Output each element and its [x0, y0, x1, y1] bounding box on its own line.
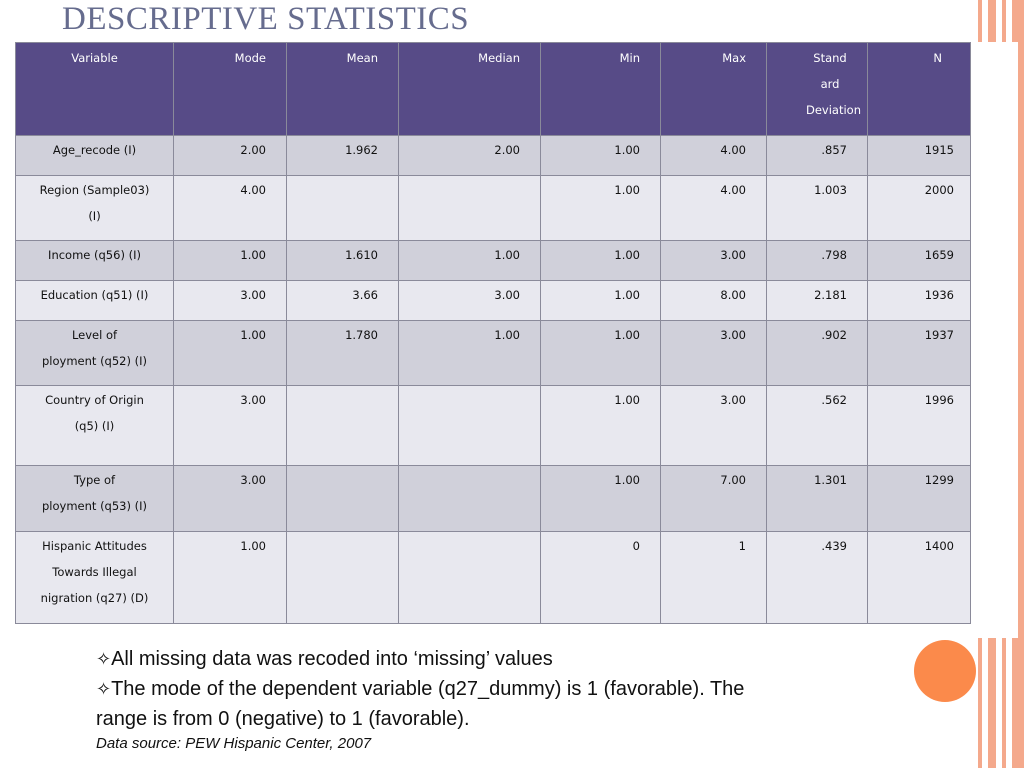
header-min: Min [541, 43, 661, 136]
header-std-deviation: Stand ard Deviation [767, 43, 868, 136]
table-row [16, 281, 971, 321]
statistics-table [15, 42, 971, 624]
table-side-panel [970, 42, 1018, 638]
cell-max: 4.00 [661, 176, 767, 241]
cell-std-deviation: .562 [767, 386, 868, 466]
four-pointed-star-icon: ✧ [96, 679, 112, 699]
cell-n: 1996 [868, 386, 971, 466]
cell-mode: 1.00 [174, 241, 287, 281]
note-dependent-variable: ✧The mode of the dependent variable (q27_dummy) is 1 (favorable). The range is from 0 (negative) to 1 (favorable). [96, 678, 745, 730]
cell-median: 1.00 [399, 241, 541, 281]
four-pointed-star-icon: ✧ [96, 649, 112, 669]
cell-variable: Type of ployment (q53) (I) [16, 466, 174, 532]
data-source: Data source: PEW Hispanic Center, 2007 [96, 735, 372, 752]
table-row [16, 136, 971, 176]
cell-mean [287, 386, 399, 466]
cell-variable: Region (Sample03) (I) [16, 176, 174, 241]
cell-median: 3.00 [399, 281, 541, 321]
cell-n: 1937 [868, 321, 971, 386]
cell-median [399, 386, 541, 466]
cell-mode: 3.00 [174, 386, 287, 466]
cell-min: 1.00 [541, 386, 661, 466]
cell-n: 2000 [868, 176, 971, 241]
table-row [16, 466, 971, 532]
cell-mean: 1.962 [287, 136, 399, 176]
cell-min: 1.00 [541, 466, 661, 532]
table-row [16, 321, 971, 386]
cell-min: 1.00 [541, 241, 661, 281]
note-missing-data: ✧All missing data was recoded into ‘missing’ values [96, 648, 553, 670]
table-row [16, 241, 971, 281]
cell-min: 1.00 [541, 321, 661, 386]
decor-circle [914, 640, 976, 702]
cell-std-deviation: .857 [767, 136, 868, 176]
notes-block [96, 644, 796, 754]
cell-variable: Education (q51) (I) [16, 281, 174, 321]
cell-max: 3.00 [661, 386, 767, 466]
cell-mean [287, 532, 399, 624]
cell-mode: 3.00 [174, 466, 287, 532]
cell-median: 1.00 [399, 321, 541, 386]
header-n: N [868, 43, 971, 136]
cell-mode: 2.00 [174, 136, 287, 176]
cell-mean: 1.610 [287, 241, 399, 281]
table-header-row [16, 43, 971, 136]
cell-variable: Income (q56) (I) [16, 241, 174, 281]
cell-min: 0 [541, 532, 661, 624]
cell-std-deviation: .439 [767, 532, 868, 624]
cell-max: 1 [661, 532, 767, 624]
cell-n: 1659 [868, 241, 971, 281]
cell-max: 3.00 [661, 321, 767, 386]
cell-n: 1915 [868, 136, 971, 176]
cell-mean [287, 466, 399, 532]
cell-mean: 1.780 [287, 321, 399, 386]
cell-median [399, 466, 541, 532]
cell-max: 7.00 [661, 466, 767, 532]
cell-std-deviation: 1.301 [767, 466, 868, 532]
cell-median: 2.00 [399, 136, 541, 176]
cell-mode: 1.00 [174, 532, 287, 624]
slide-title: DESCRIPTIVE STATISTICS [62, 1, 470, 37]
cell-max: 8.00 [661, 281, 767, 321]
cell-min: 1.00 [541, 281, 661, 321]
table-row [16, 176, 971, 241]
header-variable: Variable [16, 43, 174, 136]
cell-variable: Country of Origin (q5) (I) [16, 386, 174, 466]
cell-mode: 4.00 [174, 176, 287, 241]
cell-std-deviation: 1.003 [767, 176, 868, 241]
header-mode: Mode [174, 43, 287, 136]
cell-mode: 3.00 [174, 281, 287, 321]
cell-median [399, 176, 541, 241]
cell-max: 3.00 [661, 241, 767, 281]
cell-mean [287, 176, 399, 241]
cell-variable: Hispanic Attitudes Towards Illegal nigration (q27) (D) [16, 532, 174, 624]
cell-std-deviation: 2.181 [767, 281, 868, 321]
cell-mean: 3.66 [287, 281, 399, 321]
cell-min: 1.00 [541, 176, 661, 241]
cell-std-deviation: .798 [767, 241, 868, 281]
cell-max: 4.00 [661, 136, 767, 176]
table-row [16, 532, 971, 624]
header-max: Max [661, 43, 767, 136]
cell-variable: Level of ployment (q52) (I) [16, 321, 174, 386]
cell-median [399, 532, 541, 624]
header-median: Median [399, 43, 541, 136]
cell-min: 1.00 [541, 136, 661, 176]
header-mean: Mean [287, 43, 399, 136]
cell-n: 1936 [868, 281, 971, 321]
cell-variable: Age_recode (I) [16, 136, 174, 176]
cell-n: 1400 [868, 532, 971, 624]
table-row [16, 386, 971, 466]
cell-n: 1299 [868, 466, 971, 532]
cell-std-deviation: .902 [767, 321, 868, 386]
cell-mode: 1.00 [174, 321, 287, 386]
